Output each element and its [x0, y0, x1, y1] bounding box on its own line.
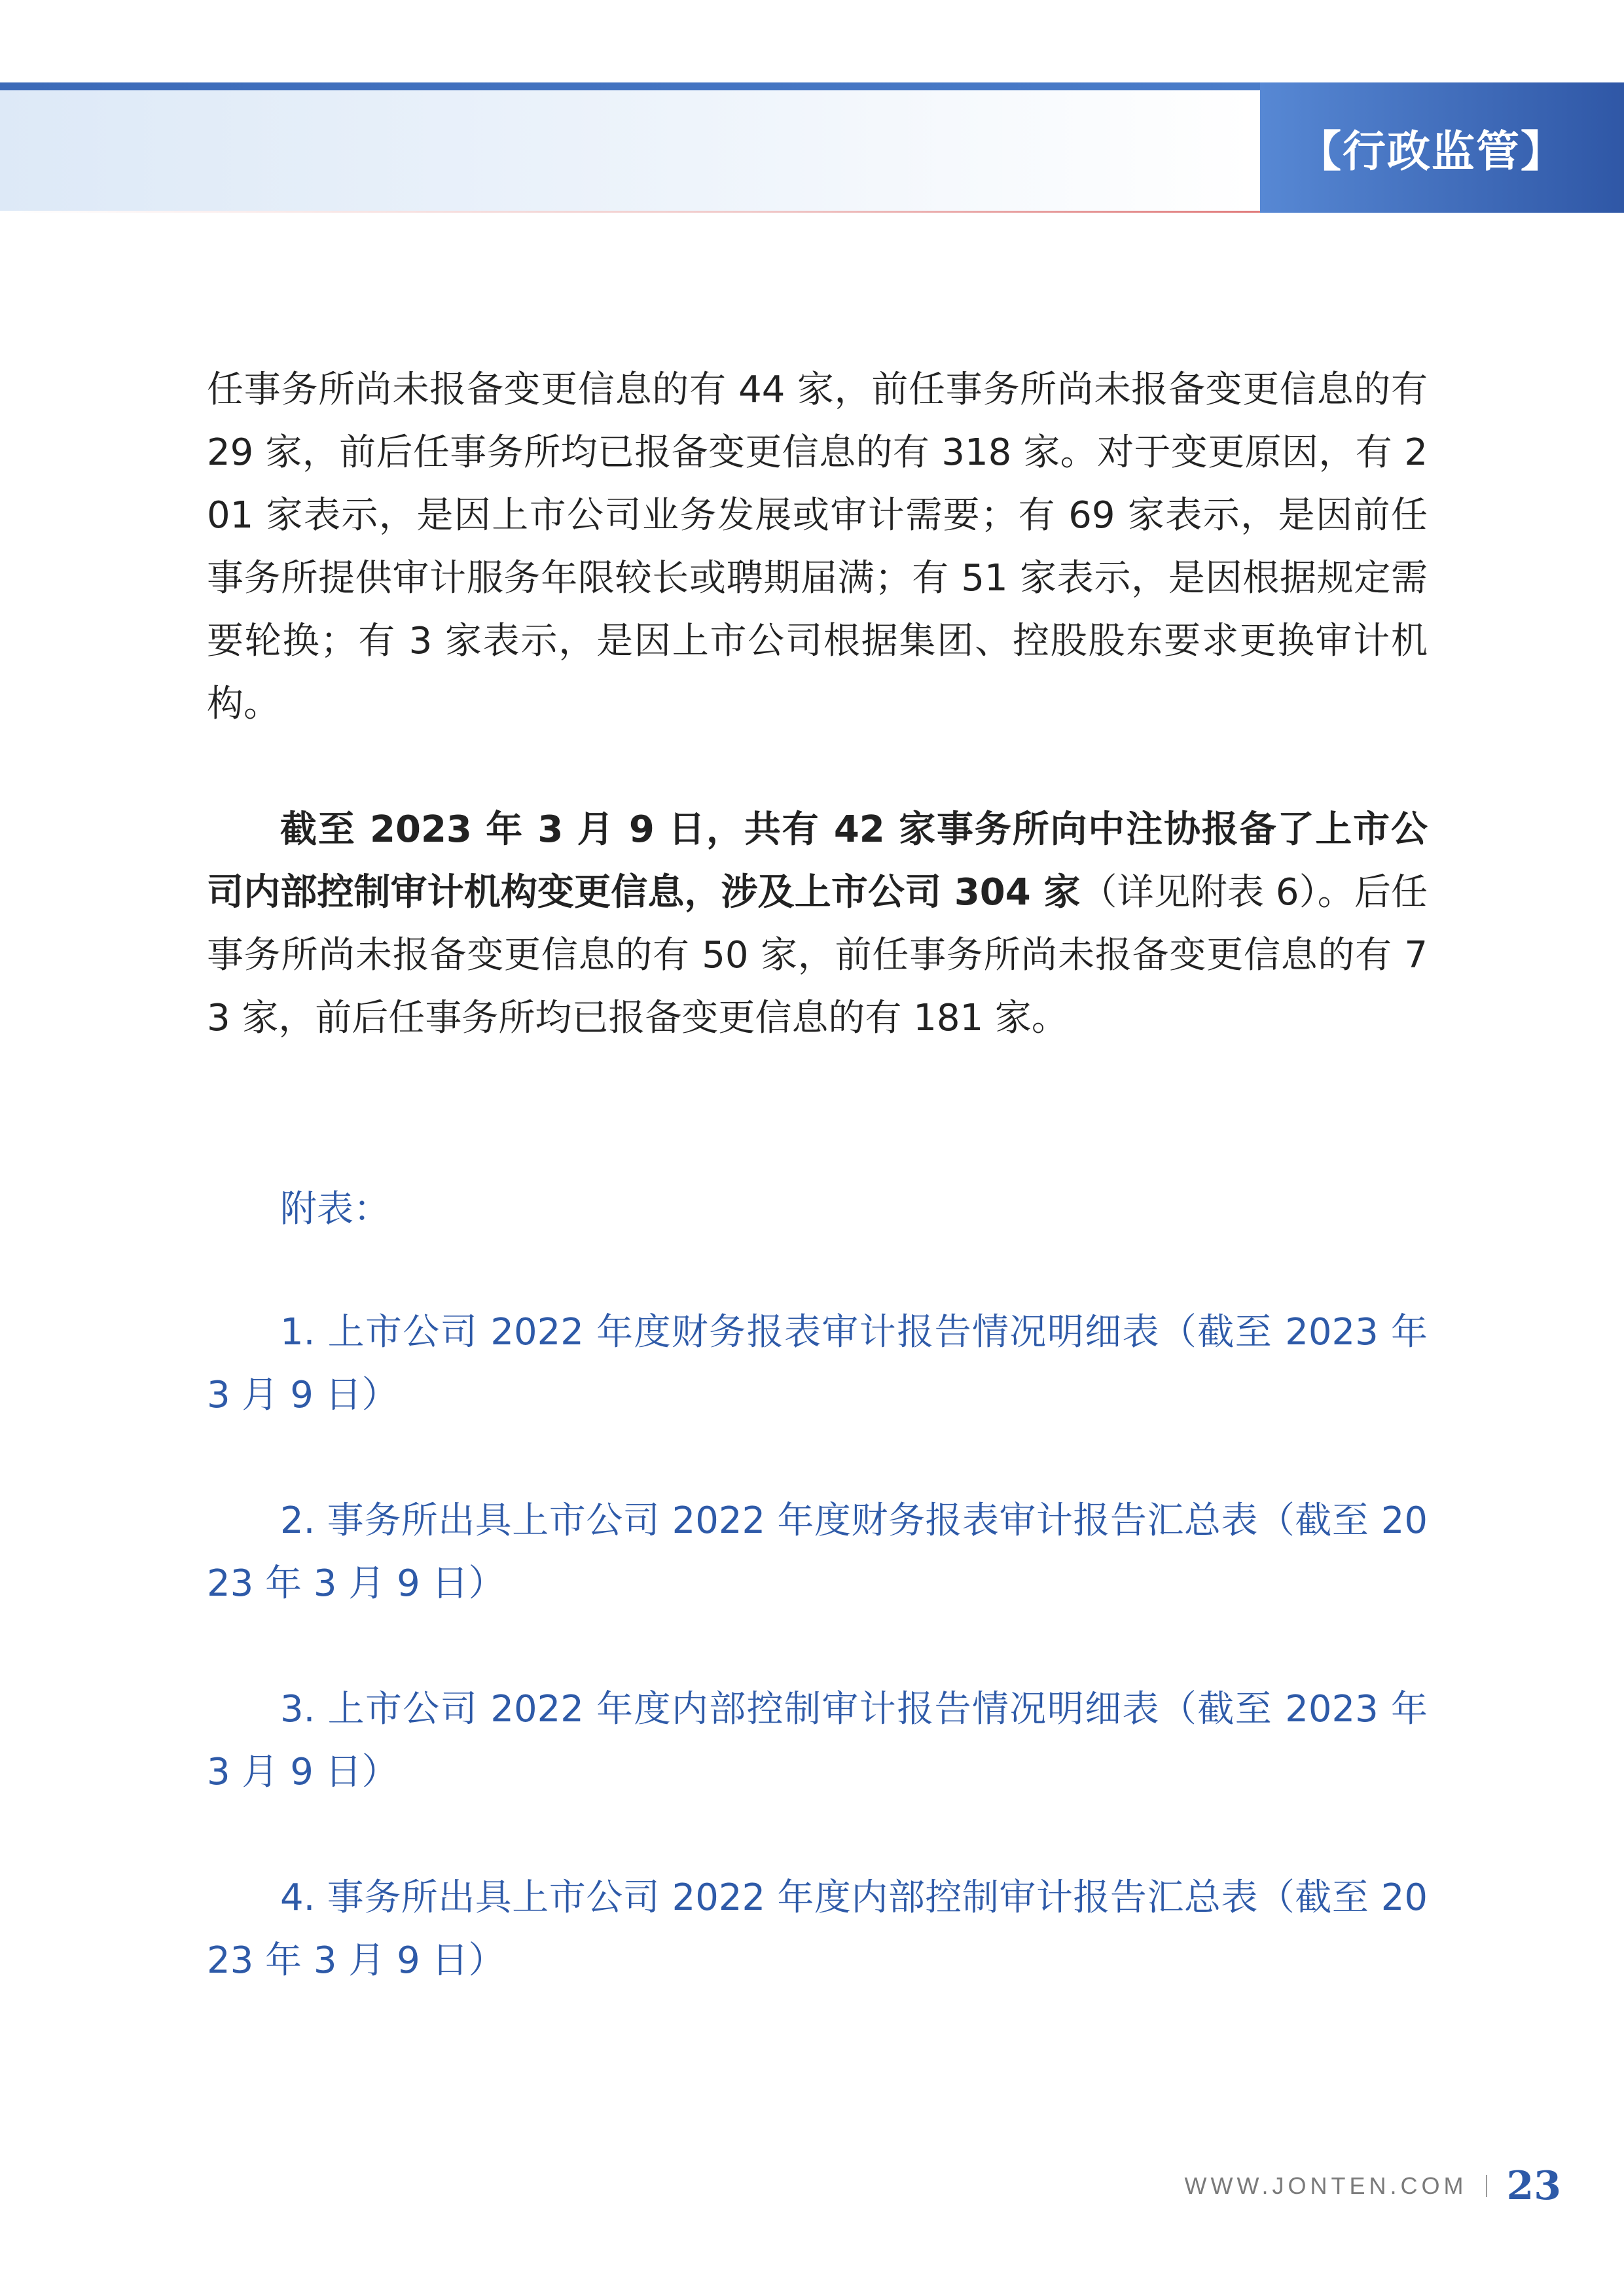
appendix-item-2[interactable]: 2. 事务所出具上市公司 2022 年度财务报表审计报告汇总表（截至 2023 年 3 月 9 日） — [207, 1499, 1428, 1605]
page-number: 23 — [1506, 2163, 1561, 2209]
body-paragraph-1: 任事务所尚未报备变更信息的有 44 家，前任事务所尚未报备变更信息的有 29 家，前后任事务所均已报备变更信息的有 318 家。对于变更原因，有 201 家表示，是因上市公司业务发展或审计需要；有 69 家表示，是因前任事务所提供审计服务年限较长或聘期届满；有 51 家表示，是因根据规定需要轮换；有 3 家表示，是因上市公司根据集团、控股股东要求更换审计机构。 — [207, 368, 1428, 725]
appendix-item-4[interactable]: 4. 事务所出具上市公司 2022 年度内部控制审计报告汇总表（截至 2023 年 3 月 9 日） — [207, 1876, 1428, 1982]
body-paragraph-2-bold: 截至 2023 年 3 月 9 日，共有 42 家事务所向中注协报备了上市公司内部控制审计机构变更信息，涉及上市公司 304 家 — [207, 808, 1428, 914]
section-tab — [1260, 82, 1624, 213]
appendix-item-3[interactable]: 3. 上市公司 2022 年度内部控制审计报告情况明细表（截至 2023 年 3 月 9 日） — [207, 1688, 1428, 1793]
appendix-title: 附表： — [280, 1188, 390, 1230]
body-paragraph-2 — [207, 798, 1428, 1050]
header-top-line — [0, 82, 1260, 90]
section-label: 【行政监管】 — [1298, 126, 1565, 177]
appendix-item-1[interactable]: 1. 上市公司 2022 年度财务报表审计报告情况明细表（截至 2023 年 3 月 9 日） — [207, 1311, 1428, 1416]
header-bottom-line — [0, 211, 1260, 213]
body-paragraph-2-rest: （详见附表 6）。后任事务所尚未报备变更信息的有 50 家，前任事务所尚未报备变更信息的有 73 家，前后任事务所均已报备变更信息的有 181 家。 — [207, 871, 1428, 1039]
footer-divider — [1486, 2175, 1487, 2197]
footer-website: WWW.JONTEN.COM — [1184, 2172, 1468, 2199]
header-band — [0, 90, 1254, 211]
page-footer — [1185, 2160, 1561, 2212]
